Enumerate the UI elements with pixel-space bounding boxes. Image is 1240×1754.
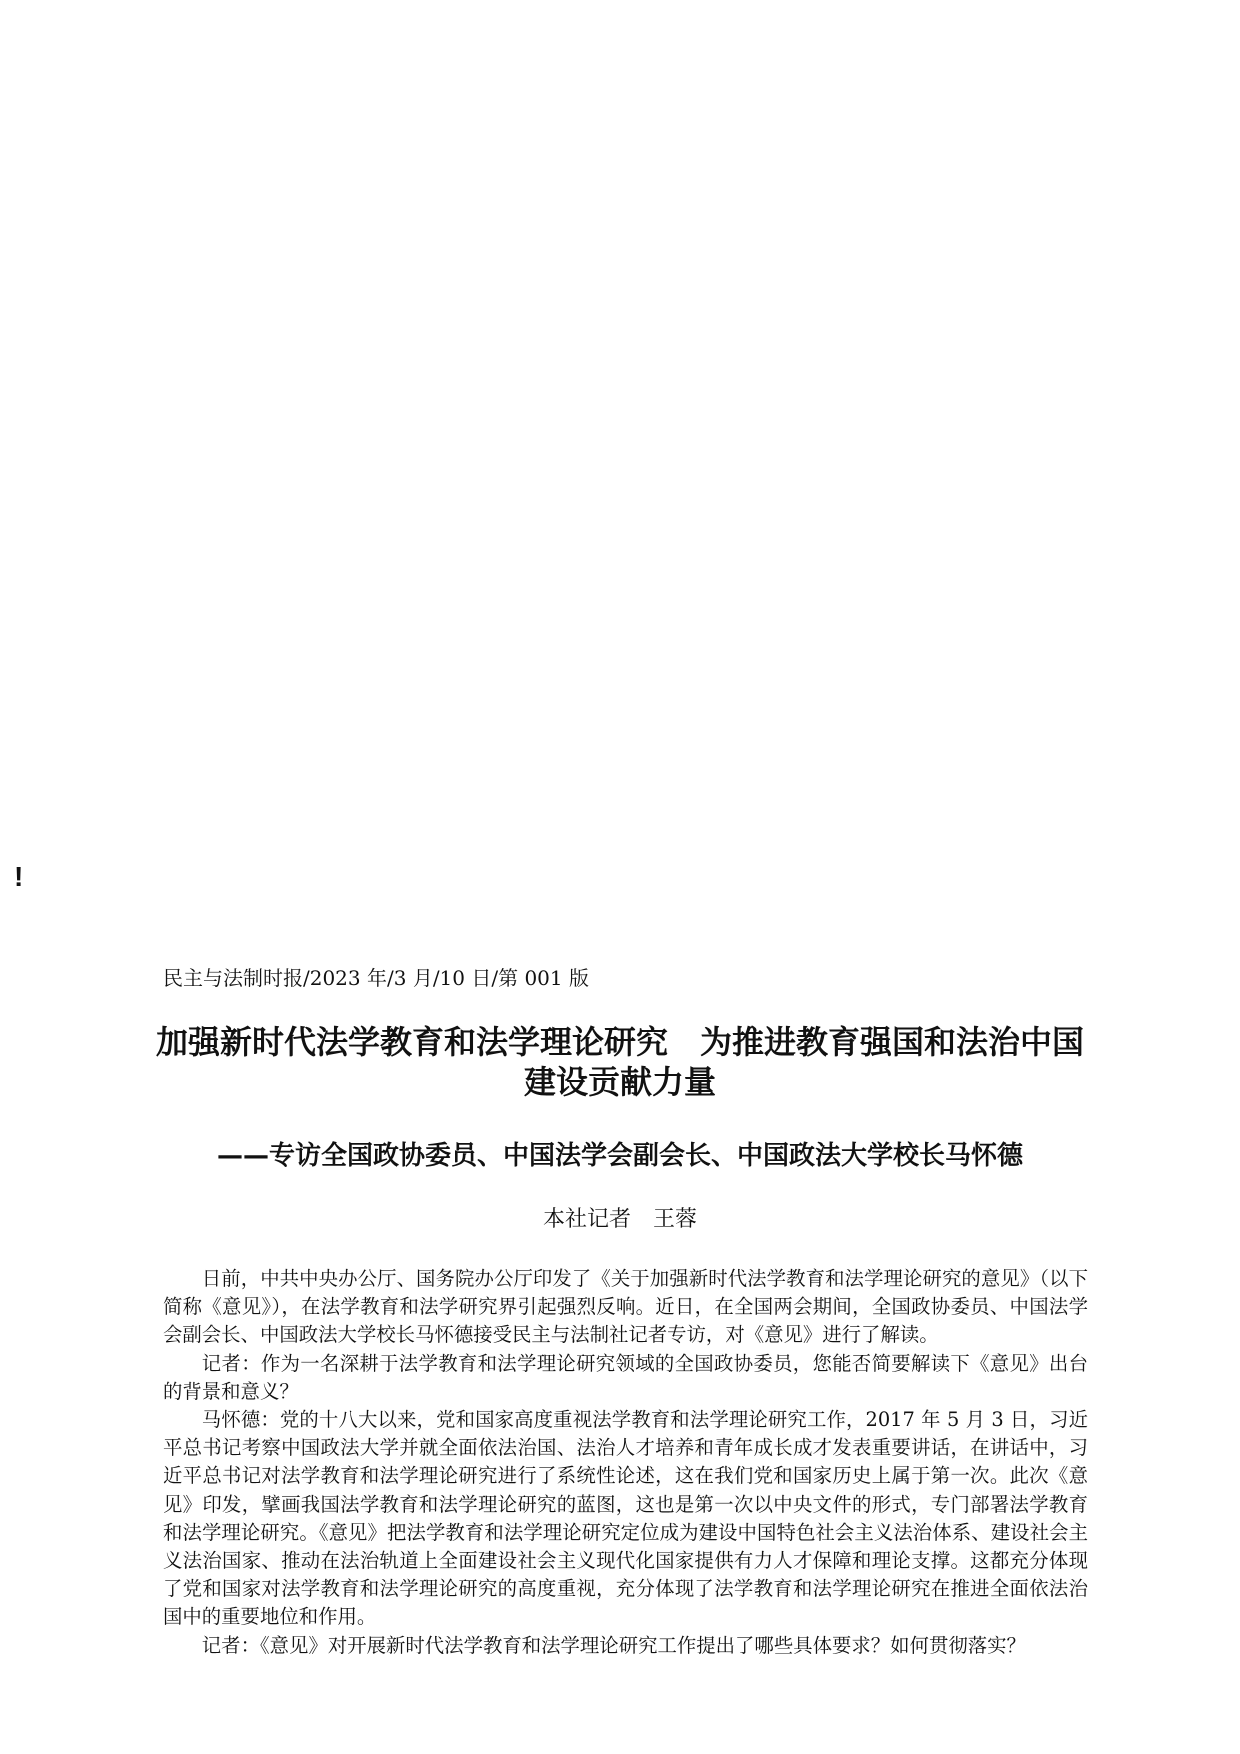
source-line: 民主与法制时报/2023 年/3 月/10 日/第 001 版 xyxy=(163,966,589,990)
article-title: 加强新时代法学教育和法学理论研究 为推进教育强国和法治中国建设贡献力量 xyxy=(155,1023,1084,1101)
warning-mark: ! xyxy=(14,861,24,892)
paragraph: 日前，中共中央办公厅、国务院办公厅印发了《关于加强新时代法学教育和法学理论研究的意见》（以下简称《意见》），在法学教育和法学研究界引起强烈反响。近日，在全国两会期间，全国政协委员、中国法学会副会长、中国政法大学校长马怀德接受民主与法制社记者专访，对《意见》进行了解读。 xyxy=(163,1267,1088,1347)
paragraph: 记者：作为一名深耕于法学教育和法学理论研究领域的全国政协委员，您能否简要解读下《意见》出台的背景和意义？ xyxy=(163,1351,1088,1403)
article-subtitle: ——专访全国政协委员、中国法学会副会长、中国政法大学校长马怀德 xyxy=(216,1141,1023,1171)
byline: 本社记者 王蓉 xyxy=(542,1207,697,1232)
article-body xyxy=(163,1265,1088,1660)
paragraph: 马怀德：党的十八大以来，党和国家高度重视法学教育和法学理论研究工作，2017 年 5 月 3 日，习近平总书记考察中国政法大学并就全面依法治国、法治人才培养和青年成长成才发表重要讲话，在讲话中，习近平总书记对法学教育和法学理论研究进行了系统性论述，这在我们党和国家历史上属于第一次。此次《意见》印发，擘画我国法学教育和法学理论研究的蓝图，这也是第一次以中央文件的形式，专门部署法学教育和法学理论研究。《意见》把法学教育和法学理论研究定位成为建设中国特色社会主义法治体系、建设社会主义法治国家、推动在法治轨道上全面建设社会主义现代化国家提供有力人才保障和理论支撑。这都充分体现了党和国家对法学教育和法学理论研究的高度重视，充分体现了法学教育和法学理论研究在推进全面依法治国中的重要地位和作用。 xyxy=(163,1408,1088,1629)
paragraph: 记者：《意见》对开展新时代法学教育和法学理论研究工作提出了哪些具体要求？如何贯彻落实？ xyxy=(201,1633,1026,1657)
